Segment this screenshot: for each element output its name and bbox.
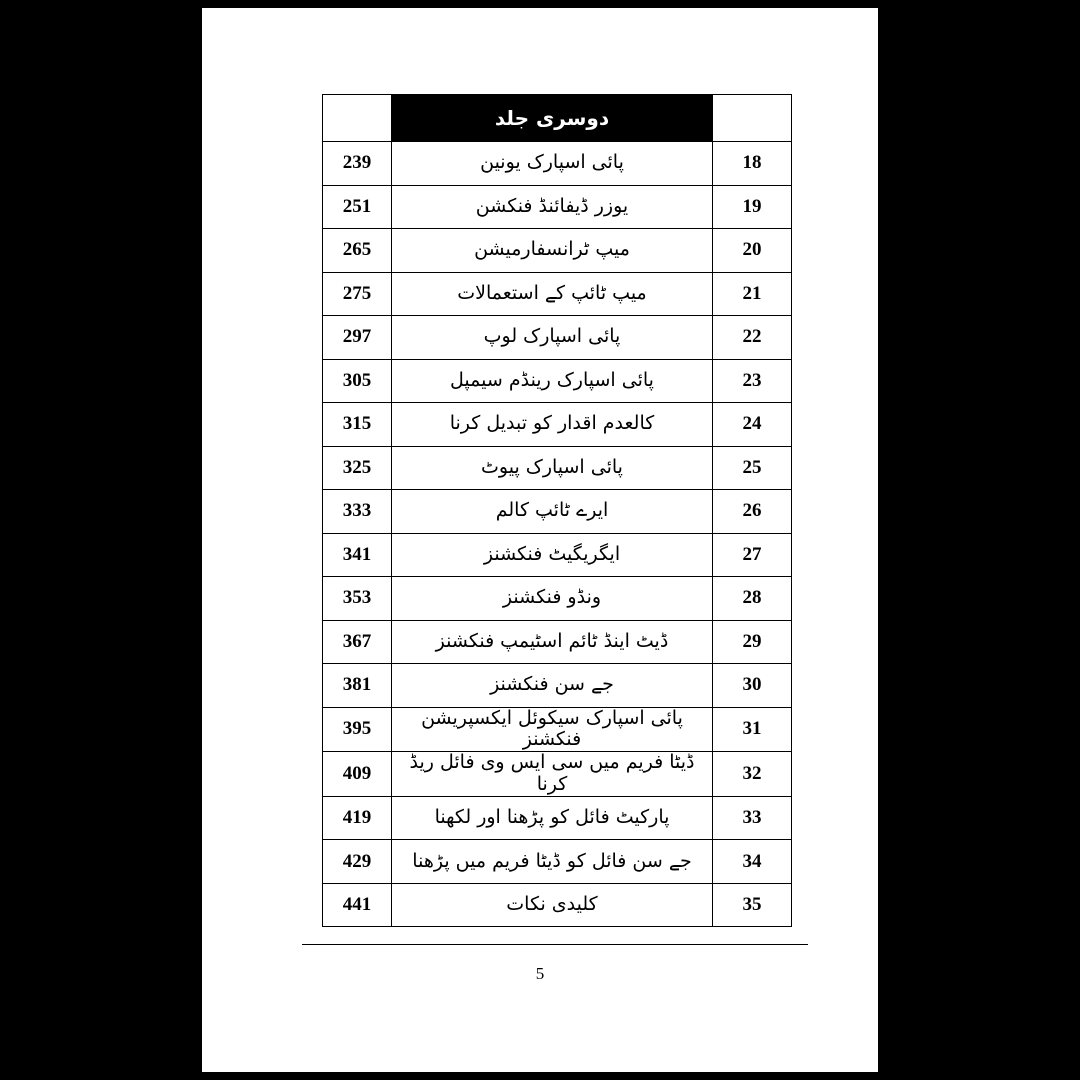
row-number: 32 <box>713 752 792 797</box>
row-title: ڈیٹ اینڈ ٹائم اسٹیمپ فنکشنز <box>392 620 713 664</box>
document-page <box>202 8 878 1072</box>
row-page: 409 <box>323 752 392 797</box>
row-number: 22 <box>713 316 792 360</box>
row-number: 19 <box>713 185 792 229</box>
table-row <box>323 840 792 884</box>
table-row <box>323 796 792 840</box>
row-number: 33 <box>713 796 792 840</box>
row-number: 31 <box>713 707 792 752</box>
table-row <box>323 229 792 273</box>
toc-header-page-cell <box>323 95 392 142</box>
footer-divider <box>302 944 808 945</box>
row-title: کالعدم اقدار کو تبدیل کرنا <box>392 403 713 447</box>
row-title: پائی اسپارک لوپ <box>392 316 713 360</box>
table-row <box>323 707 792 752</box>
row-title: ونڈو فنکشنز <box>392 577 713 621</box>
row-title: پارکیٹ فائل کو پڑھنا اور لکھنا <box>392 796 713 840</box>
table-row <box>323 752 792 797</box>
row-title: جے سن فنکشنز <box>392 664 713 708</box>
row-number: 27 <box>713 533 792 577</box>
page-number: 5 <box>535 964 545 983</box>
row-page: 325 <box>323 446 392 490</box>
row-page: 333 <box>323 490 392 534</box>
row-page: 419 <box>323 796 392 840</box>
table-row <box>323 403 792 447</box>
row-page: 395 <box>323 707 392 752</box>
row-page: 429 <box>323 840 392 884</box>
row-number: 30 <box>713 664 792 708</box>
row-title: پائی اسپارک سیکوئل ایکسپریشن فنکشنز <box>392 707 713 752</box>
row-page: 381 <box>323 664 392 708</box>
row-title: یوزر ڈیفائنڈ فنکشن <box>392 185 713 229</box>
row-number: 29 <box>713 620 792 664</box>
row-number: 24 <box>713 403 792 447</box>
row-title: جے سن فائل کو ڈیٹا فریم میں پڑھنا <box>392 840 713 884</box>
row-number: 35 <box>713 883 792 927</box>
row-number: 18 <box>713 142 792 186</box>
toc-table <box>322 94 792 927</box>
row-page: 239 <box>323 142 392 186</box>
table-row <box>323 490 792 534</box>
table-row <box>323 142 792 186</box>
table-row <box>323 185 792 229</box>
row-title: ڈیٹا فریم میں سی ایس وی فائل ریڈ کرنا <box>392 752 713 797</box>
toc-header-volume-title: دوسری جلد <box>392 95 713 142</box>
row-page: 441 <box>323 883 392 927</box>
toc-header-row <box>323 95 792 142</box>
row-title: ایگریگیٹ فنکشنز <box>392 533 713 577</box>
row-title: پائی اسپارک یونین <box>392 142 713 186</box>
row-title: کلیدی نکات <box>392 883 713 927</box>
row-page: 265 <box>323 229 392 273</box>
table-row <box>323 620 792 664</box>
row-page: 305 <box>323 359 392 403</box>
table-row <box>323 272 792 316</box>
row-page: 341 <box>323 533 392 577</box>
row-title: میپ ٹرانسفارمیشن <box>392 229 713 273</box>
toc-table-body <box>323 95 792 927</box>
row-number: 28 <box>713 577 792 621</box>
table-of-contents <box>322 94 788 927</box>
table-row <box>323 446 792 490</box>
row-page: 367 <box>323 620 392 664</box>
row-title: پائی اسپارک رینڈم سیمپل <box>392 359 713 403</box>
row-title: میپ ٹائپ کے استعمالات <box>392 272 713 316</box>
table-row <box>323 664 792 708</box>
toc-header-number-cell <box>713 95 792 142</box>
row-page: 353 <box>323 577 392 621</box>
row-page: 297 <box>323 316 392 360</box>
row-number: 26 <box>713 490 792 534</box>
row-number: 23 <box>713 359 792 403</box>
table-row <box>323 577 792 621</box>
row-page: 315 <box>323 403 392 447</box>
row-page: 251 <box>323 185 392 229</box>
row-number: 25 <box>713 446 792 490</box>
table-row <box>323 359 792 403</box>
row-number: 20 <box>713 229 792 273</box>
row-title: پائی اسپارک پیوٹ <box>392 446 713 490</box>
row-title: ایرے ٹائپ کالم <box>392 490 713 534</box>
table-row <box>323 316 792 360</box>
table-row <box>323 533 792 577</box>
row-page: 275 <box>323 272 392 316</box>
row-number: 34 <box>713 840 792 884</box>
table-row <box>323 883 792 927</box>
row-number: 21 <box>713 272 792 316</box>
